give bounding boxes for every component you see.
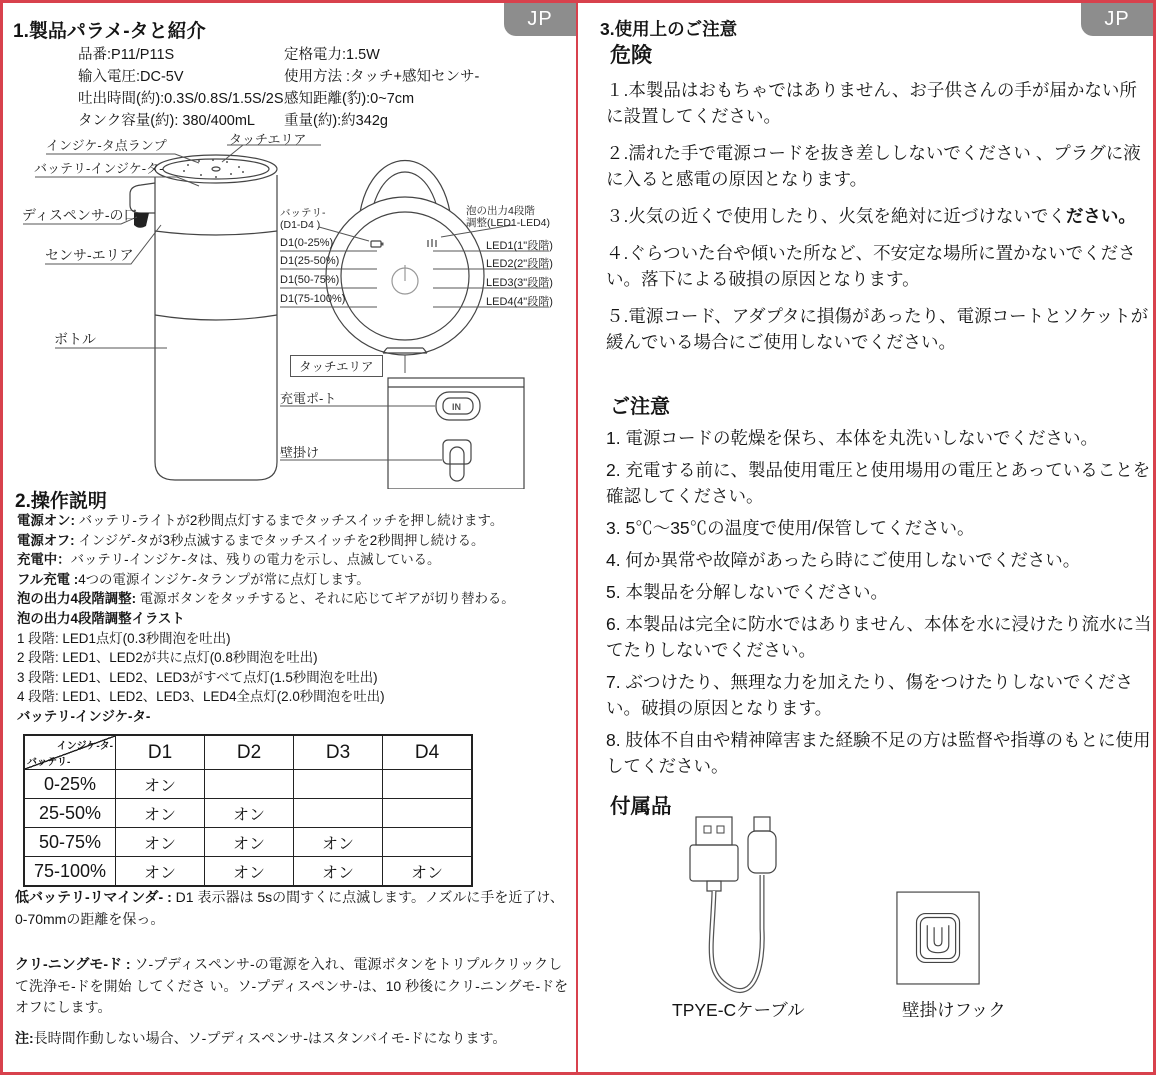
operation-line-text: 3 段階: LED1、LED2、LED3がすべて点灯(1.5秒間泡を吐出) — [17, 669, 378, 685]
table-cell — [294, 770, 383, 799]
language-tab: JP — [1081, 3, 1153, 36]
table-cell: オン — [116, 828, 205, 857]
operation-line-text: 2 段階: LED1、LED2が共に点灯(0.8秒間泡を吐出) — [17, 650, 318, 666]
note-text: ソ-プディスペンサ-の電源を入れ、電源ボタンをトリプルクリックして洗浄モ-ドを開始 してくださ い。ソ-プディスペンサ-は、10 秒後にクリ-ニングモ-ドをオフにします。 — [15, 956, 569, 1015]
operation-line-text: インジゲ-タが3秒点滅するまでタッチスイッチを2秒間押し続ける。 — [74, 532, 485, 548]
spec-line: 定格電力:1.5W — [284, 47, 380, 63]
table-cell: オン — [116, 857, 205, 887]
operation-line-text: 1 段階: LED1点灯(0.3秒間泡を吐出) — [17, 630, 231, 646]
spec-line: 吐出時間(約):0.3S/0.8S/1.5S/2S — [78, 91, 284, 107]
diagram-drawing — [3, 129, 576, 489]
language-tab: JP — [504, 3, 576, 36]
operation-line-label: 充電中： — [17, 552, 71, 568]
danger-item — [606, 240, 1152, 292]
operation-line — [17, 707, 573, 727]
operation-instructions — [17, 511, 573, 727]
right-column — [580, 3, 1153, 1072]
caution-item: 3. 5℃～35℃の温度で使用/保管してください。 — [606, 518, 975, 538]
label-sensor-area: センサ-エリア — [45, 247, 134, 263]
caution-item: 2. 充電する前に、製品使用電圧と使用場用の電圧とあっていることを確認してください。 — [606, 460, 1151, 506]
spec-line: 感知距離(豹):0~7cm — [284, 91, 415, 107]
left-column — [3, 3, 576, 1072]
wall-hook-drawing — [895, 889, 983, 989]
label-battery-group — [280, 207, 326, 231]
spec-line: 重量(約):約342g — [284, 113, 388, 129]
label-d1-50-75: D1(50-75%) — [280, 274, 340, 286]
cable-label: TPYE-Cケーブル — [672, 1000, 805, 1020]
caution-list — [606, 425, 1154, 785]
table-column-header: D3 — [294, 735, 383, 770]
operation-line — [17, 609, 573, 629]
table-cell: オン — [116, 799, 205, 828]
danger-item-text: ３.火気の近くで使用したり、火気を絶対に近づけないでく — [606, 206, 1066, 226]
label-foam-group-line2: 調整(LED1-LED4) — [466, 217, 551, 229]
table-column-header: D4 — [383, 735, 473, 770]
danger-item — [606, 140, 1152, 192]
operation-line — [17, 648, 573, 668]
table-column-header: D2 — [205, 735, 294, 770]
operation-line — [17, 570, 573, 590]
danger-item-text: ２.濡れた手で電源コードを抜き差ししないでください 、プラグに液に入ると感電の原因となります。 — [606, 143, 1141, 189]
label-dispenser-mouth: ディスペンサ-の口 — [22, 207, 138, 223]
table-cell — [294, 799, 383, 828]
table-cell: オン — [383, 857, 473, 887]
label-bottle: ボトル — [54, 331, 96, 347]
caution-item: 1. 電源コードの乾燥を保ち、本体を丸洗いしないでください。 — [606, 428, 1098, 448]
back-view-drawing — [388, 378, 524, 489]
operation-line — [17, 550, 573, 570]
side-view-drawing — [130, 155, 277, 480]
note-text: 長時間作動しない場合、ソ-プディスペンサ-はスタンバイモ-ドになります。 — [33, 1029, 507, 1046]
table-row — [24, 828, 472, 857]
table-row-label: 50-75% — [24, 828, 116, 857]
label-led1: LED1(1"段階) — [486, 240, 553, 252]
table-cell — [383, 799, 473, 828]
table-row — [24, 857, 472, 887]
operation-line — [17, 531, 573, 551]
operation-line-label: バッテリ-インジケ-タ- — [17, 708, 151, 724]
danger-list — [606, 77, 1152, 366]
product-diagram — [3, 129, 576, 489]
label-battery-group-line2: (D1-D4 ) — [280, 219, 321, 231]
operation-line-label: フル充電 : — [17, 571, 79, 587]
operation-line-label: 電源オン: — [17, 513, 76, 528]
notes-block — [15, 887, 571, 1049]
table-cell: オン — [205, 799, 294, 828]
accessories-heading: 付属品 — [610, 795, 672, 818]
table-cell — [205, 770, 294, 799]
section1-title: 1.製品パラメ-タと紹介 — [13, 21, 206, 42]
operation-line — [17, 687, 573, 707]
table-cell: オン — [116, 770, 205, 799]
section2-title: 2.操作説明 — [15, 491, 107, 512]
table-cell — [383, 770, 473, 799]
operation-line — [17, 589, 573, 609]
usb-cable-drawing — [674, 809, 824, 1001]
operation-line-label: 電源オフ: — [17, 532, 75, 548]
top-view-drawing — [326, 161, 484, 356]
spec-list-right — [284, 44, 479, 132]
note-label: 低バッテリ-リマインダ- : — [15, 889, 172, 905]
label-indicator-lamp: インジケ-タ点ランプ — [46, 138, 167, 153]
danger-item — [606, 77, 1152, 129]
operation-line — [17, 511, 573, 531]
table-cell: オン — [205, 857, 294, 887]
label-charge-port: 充電ポ-ト — [280, 391, 337, 406]
label-battery-group-line1: バッテリ- — [280, 207, 326, 219]
danger-item — [606, 203, 1152, 229]
label-battery-indicator: バッテリ-インジケ-タ- — [34, 161, 164, 176]
operation-line-label: 泡の出力4段階調整イラスト — [17, 610, 185, 626]
note-paragraph — [15, 887, 571, 930]
spec-line: タンク容量(約): 380/400mL — [78, 113, 255, 129]
label-foam-group — [466, 205, 550, 229]
spec-line: 品番:P11/P11S — [78, 47, 175, 63]
label-wall-mount: 壁掛け — [280, 445, 320, 460]
spec-list-left — [78, 44, 284, 132]
danger-item-text: ５.電源コード、アダプタに損傷があったり、電源コートとソケットが緩んでいる場合にご使用しないでください。 — [606, 306, 1149, 352]
table-cell — [383, 828, 473, 857]
operation-line-text: 4 段階: LED1、LED2、LED3、LED4全点灯(2.0秒間泡を吐出) — [17, 689, 385, 705]
label-touch-area-bottom: タッチエリア — [290, 355, 383, 377]
operation-line-text: バッテリ-インジケ-タは、残りの電力を示し、点滅している。 — [70, 552, 441, 568]
danger-heading: 危険 — [610, 44, 652, 67]
operation-line-label: 泡の出力4段階調整: — [17, 591, 137, 607]
note-label: クリ-ニングモ-ド : — [15, 956, 131, 972]
label-d1-75-100: D1(75-100%) — [280, 293, 346, 305]
danger-item-text: ４.ぐらついた台や傾いた所など、不安定な場所に置かないでください。落下による破損の原因となります。 — [606, 243, 1136, 289]
note-text: D1 表示器は 5sの間すくに点滅します。ノズルに手を近了け、0-70mmの距離を保っ。 — [15, 889, 564, 927]
danger-item-bold: ださい。 — [1065, 206, 1136, 226]
label-led2: LED2(2"段階) — [486, 258, 553, 270]
caution-item: 8. 肢体不自由や精神障害また経験不足の方は監督や指導のもとに使用してください。 — [606, 730, 1151, 776]
table-row — [24, 770, 472, 799]
label-led3: LED3(3"段階) — [486, 277, 553, 289]
danger-item — [606, 303, 1152, 355]
caution-item: 4. 何か異常や故障があったら時にご使用しないでください。 — [606, 550, 1081, 570]
spec-line: 使用方法 :タッチ+感知センサ- — [284, 69, 480, 85]
label-led4: LED4(4"段階) — [486, 296, 553, 308]
table-cell: オン — [294, 857, 383, 887]
table-row — [24, 799, 472, 828]
battery-indicator-table — [23, 734, 473, 887]
note-paragraph — [15, 954, 571, 1019]
danger-item-text: １.本製品はおもちゃではありません、お子供さんの手が届かない所に設置してください。 — [606, 80, 1137, 126]
table-row-label: 75-100% — [24, 857, 116, 887]
caution-item: 5. 本製品を分解しないでください。 — [606, 582, 888, 602]
operation-line — [17, 668, 573, 688]
table-cell: オン — [205, 828, 294, 857]
corner-battery-label: バッテリ- — [27, 757, 71, 768]
table-corner-cell — [24, 735, 116, 770]
caution-heading: ご注意 — [610, 396, 670, 418]
operation-line — [17, 629, 573, 649]
operation-line-text: 電源ボタンをタッチすると、それに応じてギアが切り替わる。 — [136, 591, 515, 607]
column-divider — [576, 0, 578, 1075]
label-touch-area-top: タッチエリア — [229, 132, 307, 147]
section3-title: 3.使用上のご注意 — [600, 19, 738, 39]
operation-line-text: バッテリ-ライトが2秒間点灯するまでタッチスイッチを押し続けます。 — [75, 513, 504, 528]
port-in-label: IN — [452, 402, 461, 412]
table-row-label: 25-50% — [24, 799, 116, 828]
table-column-header: D1 — [116, 735, 205, 770]
caution-item: 6. 本製品は完全に防水ではありません、本体を水に浸けたり流水に当てたりしないでください。 — [606, 614, 1152, 660]
table-cell: オン — [294, 828, 383, 857]
label-d1-25-50: D1(25-50%) — [280, 255, 340, 267]
table-row-label: 0-25% — [24, 770, 116, 799]
hook-label: 壁掛けフック — [902, 1000, 1006, 1020]
operation-line-text: 4つの電源インジケ-タランプが常に点灯します。 — [78, 571, 370, 587]
table-header-row — [24, 735, 472, 770]
label-d1-0-25: D1(0-25%) — [280, 237, 334, 249]
corner-indicator-label: インジケ-タ- — [56, 741, 113, 752]
label-foam-group-line1: 泡の出力4段階 — [466, 205, 535, 217]
caution-item: 7. ぶつけたり、無理な力を加えたり、傷をつけたりしないでください。破損の原因となります。 — [606, 672, 1133, 718]
note-paragraph — [15, 1028, 571, 1050]
spec-line: 输入電圧:DC-5V — [78, 69, 184, 85]
note-label: 注: — [15, 1029, 34, 1046]
